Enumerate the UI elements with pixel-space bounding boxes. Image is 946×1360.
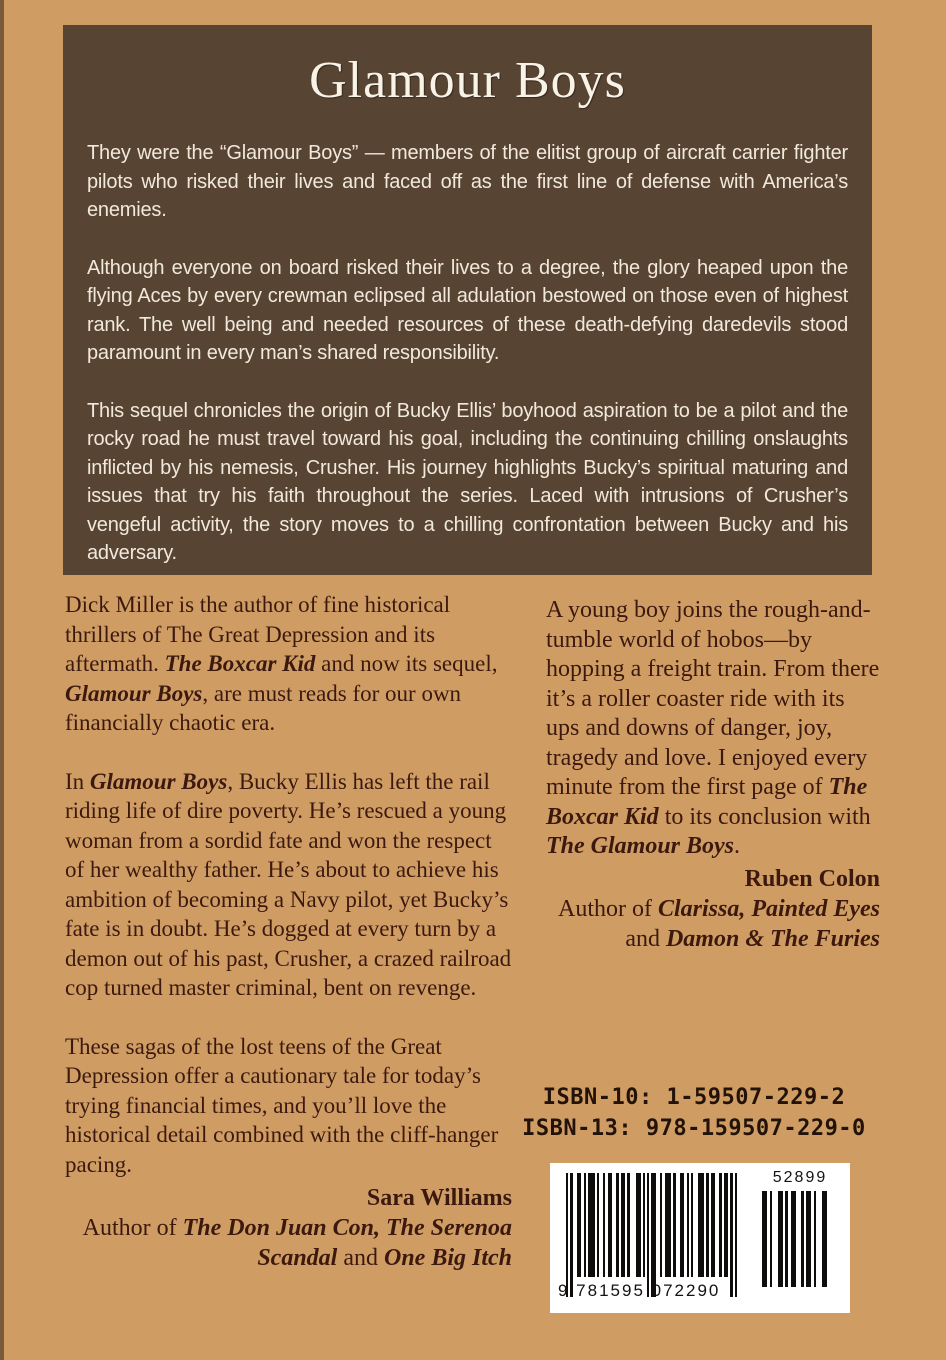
- spine-edge-shadow: [0, 0, 4, 1360]
- review-quote: A young boy joins the rough-and-tumble world of hobos—by hopping a freight train. From there it’s a roller coaster ride with its ups and downs of danger, joy, tragedy and love. I enjoyed every minute from the first page of The Boxcar Kid to its conclusion with The Glamour Boys.: [546, 597, 880, 859]
- saga-paragraph: These sagas of the lost teens of the Great Depression offer a cautionary tale for today’s trying financial times, and you’ll love the historical detail combined with the cliff-hanger pacing.: [65, 1033, 499, 1177]
- barcode-addon-digits: 52899: [772, 1169, 828, 1186]
- right-column: [546, 596, 880, 954]
- left-column: [65, 590, 512, 1273]
- left-attribution: [65, 1183, 512, 1273]
- barcode-main-bars: [566, 1173, 737, 1297]
- blurb-panel: [63, 25, 872, 575]
- synopsis-paragraph: In Glamour Boys, Bucky Ellis has left the rail riding life of dire poverty. He’s rescued a young woman from a sordid fate and won the respect of her wealthy father. He’s about to achieve his ambition of becoming a Navy pilot, yet Bucky’s fate is in doubt. He’s dogged at every turn by a demon out of his past, Crusher, a crazed railroad cop turned master criminal, bent on revenge.: [65, 768, 512, 1000]
- barcode-main-digits: 9 781595 072290: [558, 1281, 721, 1300]
- isbn-10: ISBN-10: 1-59507-229-2: [542, 1085, 846, 1110]
- isbn-13: ISBN-13: 978-159507-229-0: [522, 1116, 866, 1141]
- book-title: Glamour Boys: [309, 52, 626, 109]
- barcode: [550, 1163, 850, 1313]
- right-attribution: [546, 864, 880, 954]
- isbn-block: [498, 1082, 890, 1144]
- barcode-addon-bars: [762, 1191, 827, 1287]
- blurb-paragraph-3: This sequel chronicles the origin of Bucky Ellis’ boyhood aspiration to be a pilot and the rocky road he must travel toward his goal, including the continuing chilling onslaughts inflicted by his nemesis, Crusher. His journey highlights Bucky’s spiritual maturing and issues that try his faith throughout the series. Laced with intrusions of Crusher’s vengeful activity, the story moves to a chilling confrontation between Bucky and his adversary.: [87, 399, 848, 564]
- blurb-paragraph-1: They were the “Glamour Boys” — members of the elitist group of aircraft carrier fighter pilots who risked their lives and faced off as the first line of defense with America’s enemies.: [87, 142, 848, 221]
- author-bio-paragraph: Dick Miller is the author of fine historical thrillers of The Great Depression and its aftermath. The Boxcar Kid and now its sequel, Glamour Boys, are must reads for our own financially chaotic era.: [65, 592, 498, 735]
- reviewer-name: Sara Williams: [366, 1185, 512, 1211]
- blurb-paragraph-2: Although everyone on board risked their lives to a degree, the glory heaped upon the flying Aces by every crewman eclipsed all adulation bestowed on those even of highest rank. The well being and needed resources of these death-defying daredevils stood paramount in every man’s shared responsibility.: [87, 256, 848, 364]
- reviewer-name: Ruben Colon: [744, 865, 880, 892]
- reviewer-credit: Author of Clarissa, Painted Eyes and Damon & The Furies: [558, 895, 880, 952]
- reviewer-credit: Author of The Don Juan Con, The Serenoa Scandal and One Big Itch: [82, 1215, 512, 1271]
